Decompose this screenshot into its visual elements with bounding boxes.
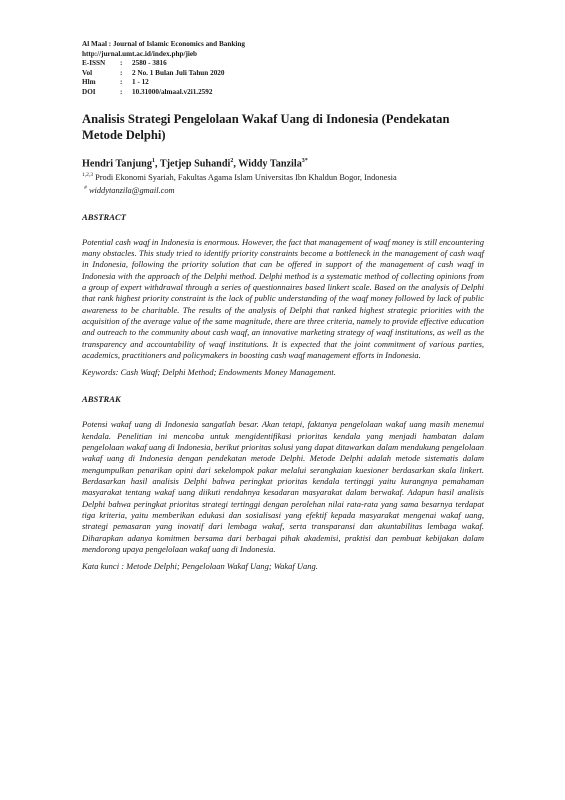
abstract-id-text: Potensi wakaf uang di Indonesia sangatlah besar. Akan tetapi, faktanya pengelolaan wakaf uang masih menemui kendala. Penelitian ini mencoba untuk mengidentifikasi prioritas kendala yang menjadi hambatan dalam pengelolaan wakaf uang di Indonesia, berikut prioritas solusi yang dapat ditawarkan dalam mendukung pengelolaan wakaf uang di Indonesia dengan pendekatan metode Delphi. Metode Delphi adalah metode sistematis dalam mengumpulkan penarikan opini dari sekelompok pakar melalui serangkaian kuesioner berdasarkan skala linkert. Berdasarkan hasil analisis Delphi bahwa peringkat prioritas kendala tertinggi yaitu kurangnya pemahaman masyarakat tentang wakaf uang diikuti rendahnya kesadaran masyarakat dalam berwakaf. Adapun hasil analisis Delphi bahwa peringkat prioritas strategi tertinggi dengan perolehan nilai rata-rata yang sama besarnya terdapat tiga kriteria, yaitu memberikan edukasi dan sosialisasi yang efektif kepada masyarakat mengenai wakaf uang, strategi pemasaran yang inovatif dari lembaga wakaf, serta transparansi dan akuntabilitas lembaga wakaf. Diharapkan adanya komitmen bersama dari berbagai pihak akademisi, praktisi dan pembuat kebijakan dalam mendorong upaya pengelolaan wakaf uang di Indonesia. [82, 419, 484, 555]
abstract-en-keywords: Keywords: Cash Waqf; Delphi Method; Endowments Money Management. [82, 367, 336, 378]
meta-sep: : [120, 68, 123, 77]
affiliation-text: Prodi Ekonomi Syariah, Fakultas Agama Islam Universitas Ibn Khaldun Bogor, Indonesia [95, 172, 397, 182]
author-sup: 2 [230, 157, 234, 164]
email-address[interactable]: widdytanzila@gmail.com [88, 185, 175, 195]
author-sup: 1 [151, 157, 155, 164]
author-name: Tjetjep Suhandi [159, 157, 231, 169]
affiliation-sup: 1,2,3 [82, 171, 93, 178]
meta-key: Vol [82, 68, 93, 77]
email-sup: # [84, 184, 87, 191]
meta-sep: : [120, 87, 123, 96]
meta-value: 1 - 12 [132, 78, 149, 87]
author-name: Hendri Tanjung [82, 157, 152, 169]
meta-row-vol [82, 69, 484, 79]
meta-row-hlm [82, 78, 484, 88]
abstract-id-keywords: Kata kunci : Metode Delphi; Pengelolaan Wakaf Uang; Wakaf Uang. [82, 561, 318, 572]
affiliation [82, 170, 484, 183]
meta-sep: : [120, 59, 123, 68]
meta-value: 2580 - 3816 [132, 59, 167, 68]
journal-header [82, 40, 484, 98]
meta-sep: : [120, 78, 123, 87]
meta-value[interactable]: 10.31000/almaal.v2i1.2592 [132, 87, 213, 96]
abstract-en-heading: ABSTRACT [82, 211, 126, 222]
paper-page [82, 40, 484, 572]
journal-url[interactable]: http://jurnal.umt.ac.id/index.php/jieb [82, 49, 198, 58]
email-line [82, 183, 484, 196]
author-sup: 3* [301, 157, 308, 164]
meta-row-doi [82, 88, 484, 98]
journal-name: Al Maal : Journal of Islamic Economics and Banking [82, 40, 245, 48]
paper-title: Analisis Strategi Pengelolaan Wakaf Uang di Indonesia (Pendekatan Metode Delphi) [82, 111, 450, 142]
meta-value: 2 No. 1 Bulan Juli Tahun 2020 [132, 68, 225, 77]
meta-key: E-ISSN [82, 59, 106, 68]
meta-row-eissn [82, 59, 484, 69]
author-list: Hendri Tanjung$^1$, Tjetjep Suhandi$^2$, Widdy Tanzila$^{3*}$ [82, 157, 308, 169]
abstract-id-heading: ABSTRAK [82, 394, 121, 405]
meta-key: Hlm [82, 78, 96, 87]
author-name: Widdy Tanzila [238, 157, 302, 169]
abstract-en-text: Potential cash waqf in Indonesia is enormous. However, the fact that management of waqf money is still encountering many obstacles. This study tried to identify priority constraints become a bottleneck in the management of cash waqf in Indonesia, following the priority solution that can be offered in support of the management of cash waqf in Indonesia with the approach of the Delphi method. Delphi method is a systematic method of collecting opinions from a group of expert withdrawal through a series of questionnaires based linkert scale. Based on the analysis of Delphi that rank highest priority constraint is the lack of public understanding of the waqf money followed by lack of public awareness to be charitable. The results of the analysis of Delphi that ranked highest strategic priorities with the acquisition of the average value of the same magnitude, there are three criteria, namely to provide effective education and outreach to the community about cash waqf, an innovative marketing strategy of waqf institutions, as well as the transparency and accountability of waqf institutions. It is expected that the joint commitment of various parties, academics, practitioners and policymakers in boosting cash waqf management efforts in Indonesia. [82, 236, 484, 360]
meta-key: DOI [82, 87, 96, 96]
